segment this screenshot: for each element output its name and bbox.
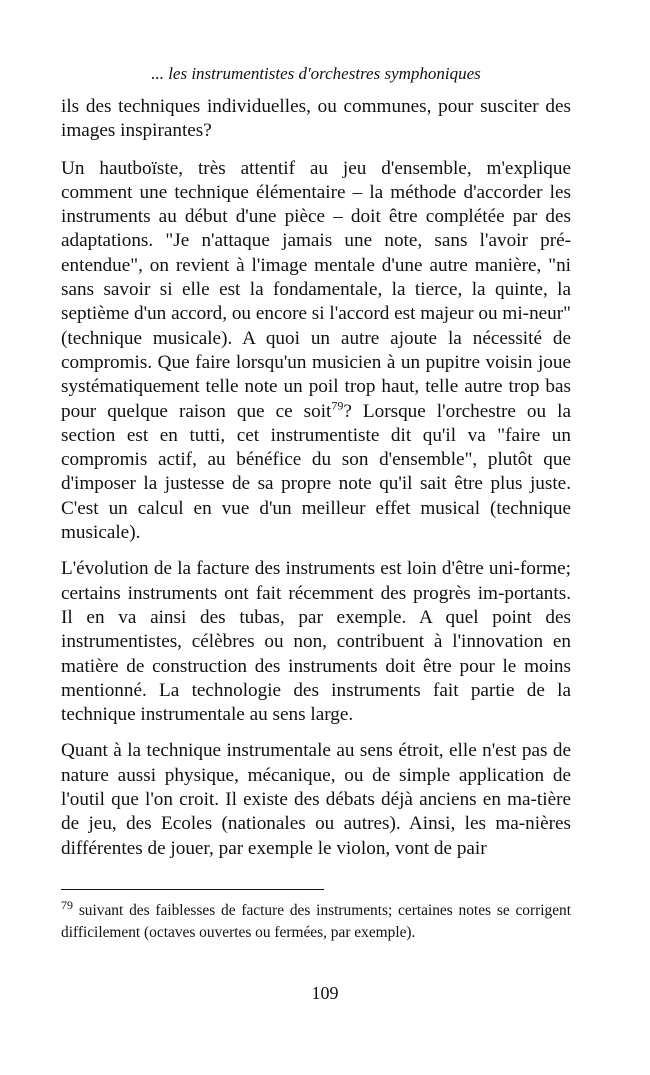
footnote <box>61 897 571 944</box>
page-number: 109 <box>311 983 339 1003</box>
paragraph-3: L'évolution de la facture des instruments est loin d'être uni-forme; certains instruments ont fait récemment des progrès im-portants. Il en va ainsi des tubas, par exemple. A quel point des instrumentistes, célèbres ou non, contribuent à l'innovation en matière de construction des instruments doit être pour le moins mentionné. La technologie des instruments fait partie de la technique instrumentale au sens large. <box>61 558 571 726</box>
footnote-number: 79 <box>61 897 73 912</box>
paragraph-4: Quant à la technique instrumentale au sens étroit, elle n'est pas de nature aussi physique, mécanique, ou de simple application de l'outil que l'on croit. Il existe des débats déjà anciens en ma-tière de jeu, des Ecoles (nationales ou autres). Ainsi, les ma-nières différentes de jouer, par exemple le violon, vont de pair <box>61 740 571 859</box>
footnote-separator <box>61 889 324 890</box>
running-head: ... les instrumentistes d'orchestres symphoniques <box>151 64 481 83</box>
footnote-text: suivant des faiblesses de facture des instruments; certaines notes se corrigent difficilement (octaves ouvertes ou fermées, par exemple). <box>61 902 571 941</box>
paragraph-2-part-1: Un hautboïste, très attentif au jeu d'ensemble, m'explique comment une technique élémentaire – la méthode d'accorder les instruments au début d'une pièce – doit être complétée par des adaptations. "Je n'attaque jamais une note, sans l'avoir pré-entendue", on revient à l'image mentale d'une autre manière, "ni sans savoir si elle est la fondamentale, la tierce, la quinte, la septième d'un accord, ou encore si l'accord est majeur ou mi-neur" (technique musicale). A quoi un autre ajoute la nécessité de compromis. Que faire lorsqu'un musicien à un pupitre voisin joue systématiquement telle note un poil trop haut, telle autre trop bas pour quelque raison que ce soit <box>61 157 571 422</box>
paragraph-2-part-2: ? Lorsque l'orchestre ou la section est en tutti, cet instrumentiste dit qu'il va "faire un compromis actif, au bénéfice du son d'ensemble", plutôt que d'imposer la justesse de sa propre note qu'il sait être plus juste. C'est un calcul en vue d'un meilleur effet musical (technique musicale). <box>61 400 571 544</box>
page-body <box>61 62 571 873</box>
paragraph-1: ils des techniques individuelles, ou communes, pour susciter des images inspirantes? <box>61 96 571 142</box>
paragraph-2 <box>61 157 571 546</box>
footnote-reference[interactable]: 79 <box>331 398 344 413</box>
